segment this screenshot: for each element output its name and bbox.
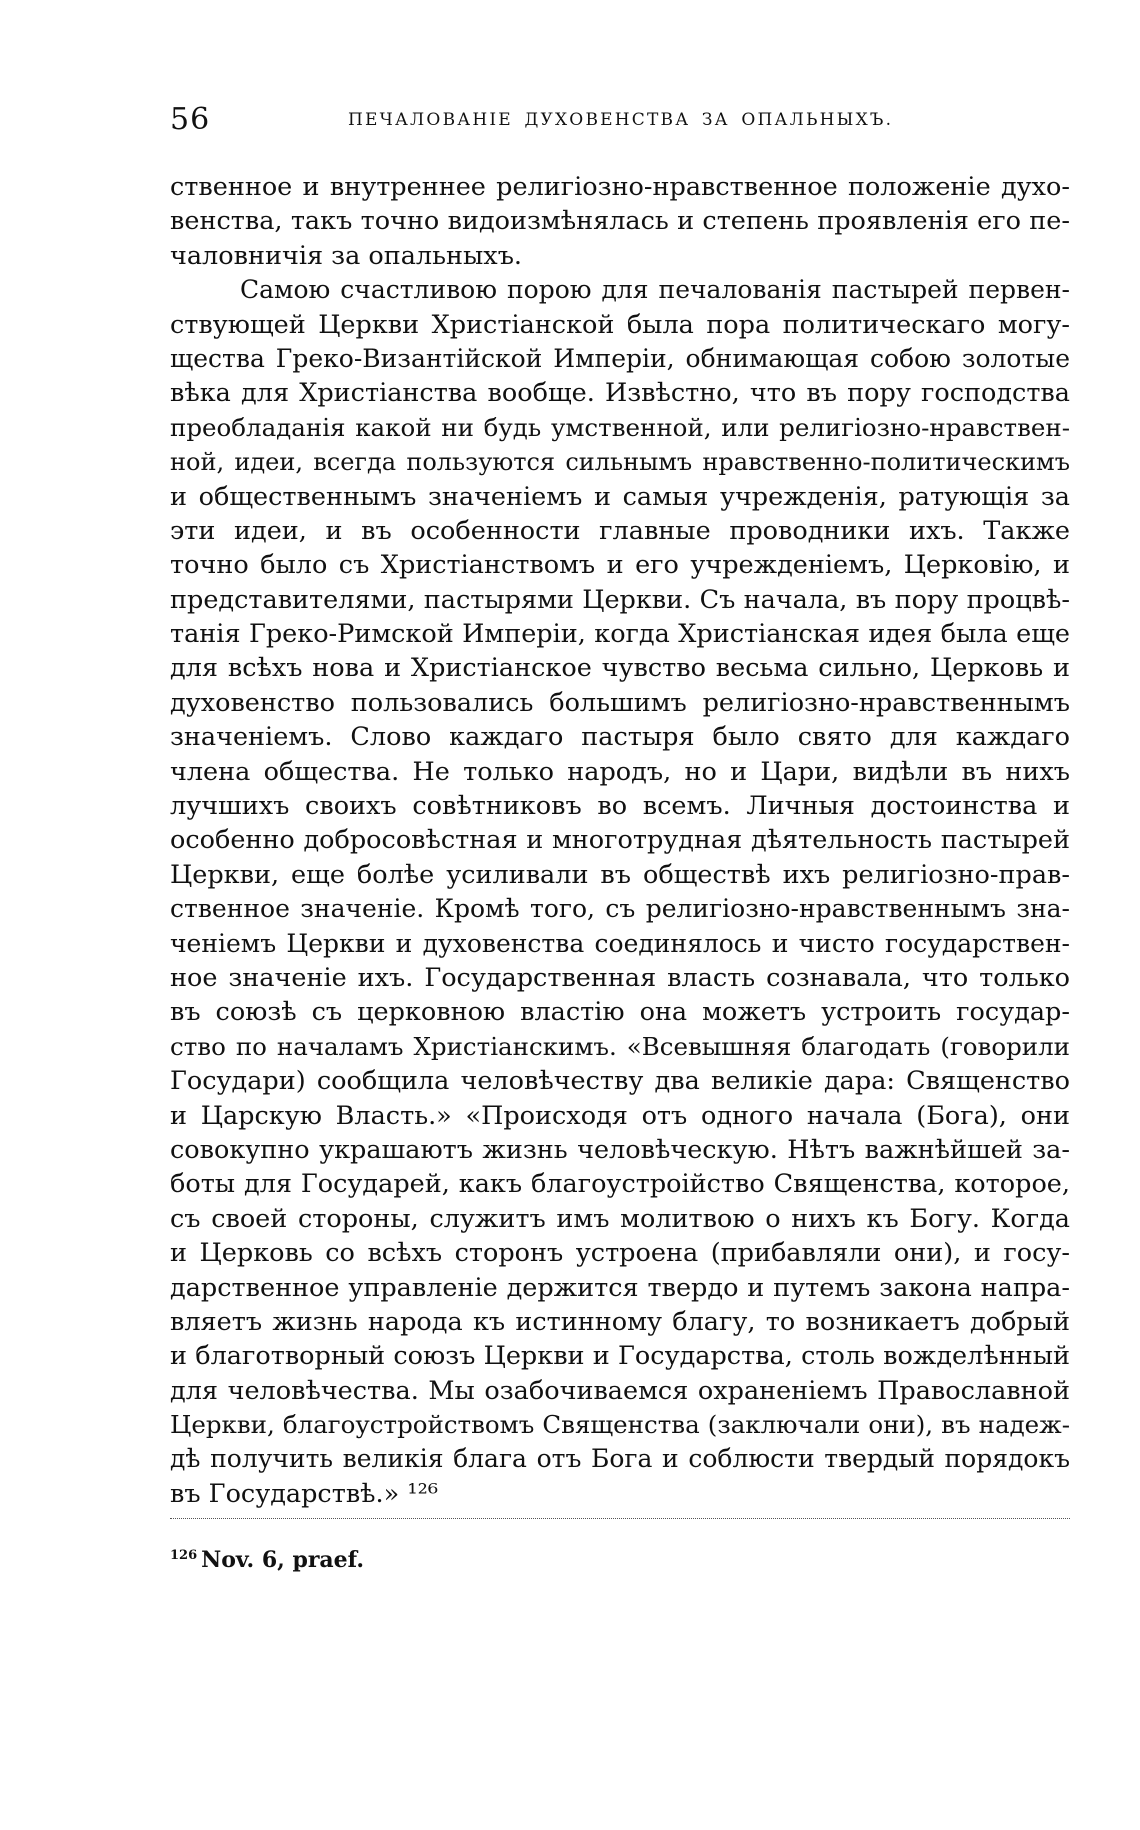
text-line: въ союзѣ съ церковною властію она можетъ устроить государ- [170, 997, 1070, 1028]
footnote-rule [170, 1518, 1070, 1519]
page-number: 56 [170, 102, 211, 137]
text-line: и Царскую Власть.» «Происходя отъ одного начала (Бога), они [170, 1100, 1070, 1131]
text-line: точно было съ Христіанствомъ и его учрежденіемъ, Церковію, и [170, 550, 1070, 581]
text-line: вѣка для Христіанства вообще. Извѣстно, что въ пору господства [170, 378, 1070, 409]
text-line: ченіемъ Церкви и духовенства соединялось и чисто государствен- [170, 928, 1070, 958]
text-line: Церкви, благоустройствомъ Священства (заключали они), въ надеж- [170, 1410, 1070, 1440]
text-line: ственное и внутреннее религіозно-нравственное положеніе духо- [170, 172, 1070, 202]
text-line: лучшихъ своихъ совѣтниковъ во всемъ. Личныя достоинства и [170, 791, 1070, 822]
text-line: дѣ получить великія блага отъ Бога и соблюсти твердый порядокъ [170, 1444, 1070, 1474]
text-line: Государи) сообщила человѣчеству два великіе дара: Священство [170, 1066, 1070, 1097]
text-line: духовенство пользовались большимъ религіозно-нравственнымъ [170, 687, 1070, 718]
text-line: значеніемъ. Слово каждаго пастыря было свято для каждаго [170, 722, 1070, 753]
text-line: особенно добросовѣстная и многотрудная дѣятельность пастырей [170, 825, 1070, 856]
text-line: ственное значеніе. Кромѣ того, съ религіозно-нравственнымъ зна- [170, 894, 1070, 924]
paragraph-first-line: Самою счастливою порою для печалованія пастырей первен- [240, 275, 1070, 305]
text-line: венства, такъ точно видоизмѣнялась и степень проявленія его пе- [170, 206, 1070, 237]
text-line: и Церковь со всѣхъ сторонъ устроена (прибавляли они), и госу- [170, 1238, 1070, 1269]
text-line: въ Государствѣ.» ¹²⁶ [170, 1478, 439, 1509]
text-line: совокупно украшаютъ жизнь человѣческую. Нѣтъ важнѣйшей за- [170, 1134, 1070, 1165]
text-line: эти идеи, и въ особенности главные проводники ихъ. Также [170, 515, 1070, 546]
text-line: съ своей стороны, служитъ имъ молитвою о нихъ къ Богу. Когда [170, 1203, 1070, 1234]
text-line: чаловничія за опальныхъ. [170, 240, 523, 271]
text-line: боты для Государей, какъ благоустроійство Священства, которое, [170, 1169, 1070, 1200]
text-line: вляетъ жизнь народа къ истинному благу, то возникаетъ добрый [170, 1306, 1070, 1337]
text-line: ствующей Церкви Христіанской была пора политическаго могу- [170, 309, 1070, 340]
footnote-text: Nov. 6, praef. [201, 1547, 365, 1573]
text-line: дарственное управленіе держится твердо и путемъ закона напра- [170, 1272, 1070, 1303]
text-line: и общественнымъ значеніемъ и самыя учрежденія, ратующія за [170, 481, 1070, 512]
text-line: ство по началамъ Христіанскимъ. «Всевышняя благодать (говорили [170, 1031, 1070, 1061]
text-line: преобладанія какой ни будь умственной, или религіозно-нравствен- [170, 412, 1070, 442]
running-head: ПЕЧАЛОВАНІЕ ДУХОВЕНСТВА ЗА ОПАЛЬНЫХЪ. [348, 110, 894, 130]
text-line: ное значеніе ихъ. Государственная власть сознавала, что только [170, 962, 1070, 993]
body-text [170, 170, 1070, 1511]
text-line: для всѣхъ нова и Христіанское чувство весьма сильно, Церковь и [170, 653, 1070, 684]
text-line: члена общества. Не только народъ, но и Цари, видѣли въ нихъ [170, 756, 1070, 787]
text-line: ной, идеи, всегда пользуются сильнымъ нравственно-политическимъ [170, 448, 1070, 477]
footnote [170, 1547, 364, 1573]
footnote-marker: 126 [170, 1547, 198, 1563]
text-line: представителями, пастырями Церкви. Съ начала, въ пору процвѣ- [170, 584, 1070, 615]
text-line: щества Греко-Византійской Имперіи, обнимающая собою золотые [170, 343, 1070, 373]
text-line: Церкви, еще болѣе усиливали въ обществѣ ихъ религіозно-прав- [170, 859, 1070, 890]
text-line: танія Греко-Римской Имперіи, когда Христіанская идея была еще [170, 619, 1070, 650]
text-line: для человѣчества. Мы озабочиваемся охраненіемъ Православной [170, 1375, 1070, 1406]
text-line: и благотворный союзъ Церкви и Государства, столь вожделѣнный [170, 1341, 1070, 1372]
